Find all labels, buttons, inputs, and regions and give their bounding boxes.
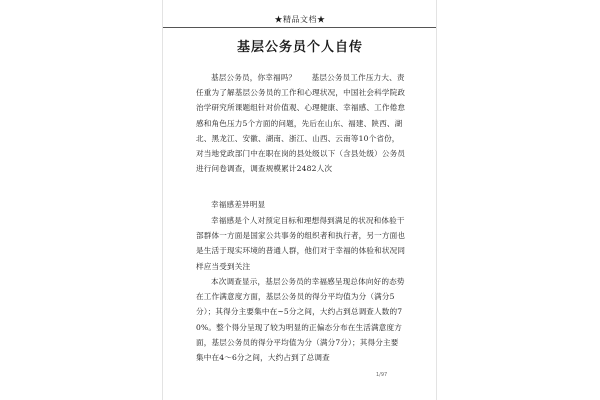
page-edge-right	[436, 0, 437, 400]
paragraph-intro: 基层公务员，你幸福吗？ 基层公务员工作压力大、责任重为了解基层公务员的工作和心理状况，中国社会科学院政治学研究所课题组针对价值观、心理健康、幸福感、工作倦怠感和角色压力5个方面的问题，先后在山东、福建、陕西、湖北、黑龙江、安徽、湖南、浙江、山西、云南等10个省份，对当地党政部门中在职在岗的县处级以下（含县处级）公务员进行问卷调查，调查规模累计2482人次	[196, 73, 406, 174]
header-quality-mark: ★精品文档★	[274, 15, 326, 24]
page-edge-left	[162, 0, 163, 400]
section-heading-happiness: 幸福感差异明显	[211, 200, 266, 209]
header-rule	[163, 27, 436, 28]
document-title: 基层公务员个人自传	[236, 40, 363, 55]
paragraph-happiness-definition: 幸福感是个人对预定目标和理想得到满足的状况和体验干部群体一方面是国家公共事务的组织者和执行者，另一方面也是生活于现实环境的普通人群，他们对于幸福的体验和状况同样应当受到关注	[196, 216, 406, 271]
page-number: 1/97	[376, 372, 388, 378]
paragraph-survey-results: 本次调查显示，基层公务员的幸福感呈现总体向好的态势在工作满意度方面，基层公务员的得分平均值为分（满分5分）；其得分主要集中在~5分之间，大约占到总调查人数的70%。整个得分呈现了较为明显的正偏态分布在生活满意度方面，基层公务员的得分平均值为分（满分7分）；其得分主要集中在4～6分之间，大约占到了总调查	[196, 277, 405, 363]
